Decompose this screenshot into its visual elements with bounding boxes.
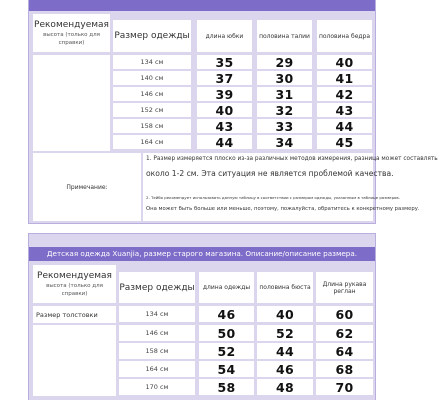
value-cell: 46 — [257, 361, 313, 377]
value-cell: 70 — [316, 379, 373, 395]
row-label: Размер толстовки — [33, 306, 116, 323]
row-label-blank — [33, 325, 116, 396]
value-cell: 52 — [257, 325, 313, 341]
size-cell: 170 см — [119, 379, 195, 395]
value-cell: 41 — [317, 71, 372, 85]
column-header: половина бедра — [317, 20, 372, 52]
value-cell: 44 — [197, 135, 252, 149]
value-cell: 62 — [316, 325, 373, 341]
note-line: 1. Размер измеряется плоско из-за различных методов измерения, разница может составлять — [146, 156, 438, 162]
value-cell: 68 — [316, 361, 373, 377]
recommended-subtitle: высота (только для справки) — [43, 31, 100, 46]
value-cell: 44 — [317, 119, 372, 133]
column-header: половина талии — [257, 20, 312, 52]
size-cell: 146 см — [113, 87, 191, 101]
size-cell: 164 см — [119, 361, 195, 377]
value-cell: 34 — [257, 135, 312, 149]
value-cell: 39 — [197, 87, 252, 101]
note-line: около 1-2 см. Эта ситуация не является проблемой качества. — [146, 169, 394, 178]
value-cell: 42 — [317, 87, 372, 101]
value-cell: 40 — [197, 103, 252, 117]
value-cell: 35 — [197, 55, 252, 69]
skirt-size-panel — [28, 0, 438, 224]
column-header: Длина рукава реглан — [316, 272, 373, 303]
value-cell: 29 — [257, 55, 312, 69]
row-label-blank — [33, 55, 110, 151]
value-cell: 50 — [199, 325, 254, 341]
size-cell: 164 см — [113, 135, 191, 149]
recommended-title: Рекомендуемая — [34, 19, 109, 30]
value-cell: 52 — [199, 343, 254, 359]
recommended-title: Рекомендуемая — [37, 270, 112, 281]
value-cell: 44 — [257, 343, 313, 359]
value-cell: 46 — [199, 306, 254, 322]
value-cell: 43 — [197, 119, 252, 133]
note-text-block — [143, 153, 438, 221]
size-header: Размер одежды — [113, 20, 191, 52]
top-banner — [29, 0, 375, 11]
size-cell: 152 см — [113, 103, 191, 117]
size-header: Размер одежды — [119, 272, 195, 303]
value-cell: 37 — [197, 71, 252, 85]
hoodie-size-panel — [28, 233, 376, 400]
value-cell: 31 — [257, 87, 312, 101]
column-header: длина одежды — [199, 272, 254, 303]
value-cell: 58 — [199, 379, 254, 395]
size-cell: 146 см — [119, 325, 195, 341]
value-cell: 64 — [316, 343, 373, 359]
value-cell: 45 — [317, 135, 372, 149]
note-line: Она может быть больше или меньше, поэтому, пожалуйста, обратитесь к конкретному размеру. — [146, 206, 420, 212]
value-cell: 60 — [316, 306, 373, 322]
column-header: длина юбки — [197, 20, 252, 52]
size-cell: 134 см — [113, 55, 191, 69]
value-cell: 40 — [257, 306, 313, 322]
size-cell: 158 см — [119, 343, 195, 359]
recommended-height-header — [33, 265, 116, 303]
value-cell: 54 — [199, 361, 254, 377]
size-cell: 140 см — [113, 71, 191, 85]
value-cell: 43 — [317, 103, 372, 117]
size-cell: 158 см — [113, 119, 191, 133]
value-cell: 40 — [317, 55, 372, 69]
note-line: 2. Тейбо рекомендует использовать данную таблицу в соответствии с размером одежды, указанным в таблице размеров. — [146, 195, 400, 200]
recommended-height-header — [33, 14, 110, 52]
bottom-banner: Детская одежда Xuanjia, размер старого магазина. Описание/описание размера. — [29, 247, 375, 261]
recommended-subtitle: высота (только для справки) — [46, 282, 103, 297]
column-header: половина бюста — [257, 272, 313, 303]
value-cell: 32 — [257, 103, 312, 117]
value-cell: 33 — [257, 119, 312, 133]
note-label: Примечание: — [33, 153, 141, 221]
size-cell: 134 см — [119, 306, 195, 322]
value-cell: 48 — [257, 379, 313, 395]
value-cell: 30 — [257, 71, 312, 85]
